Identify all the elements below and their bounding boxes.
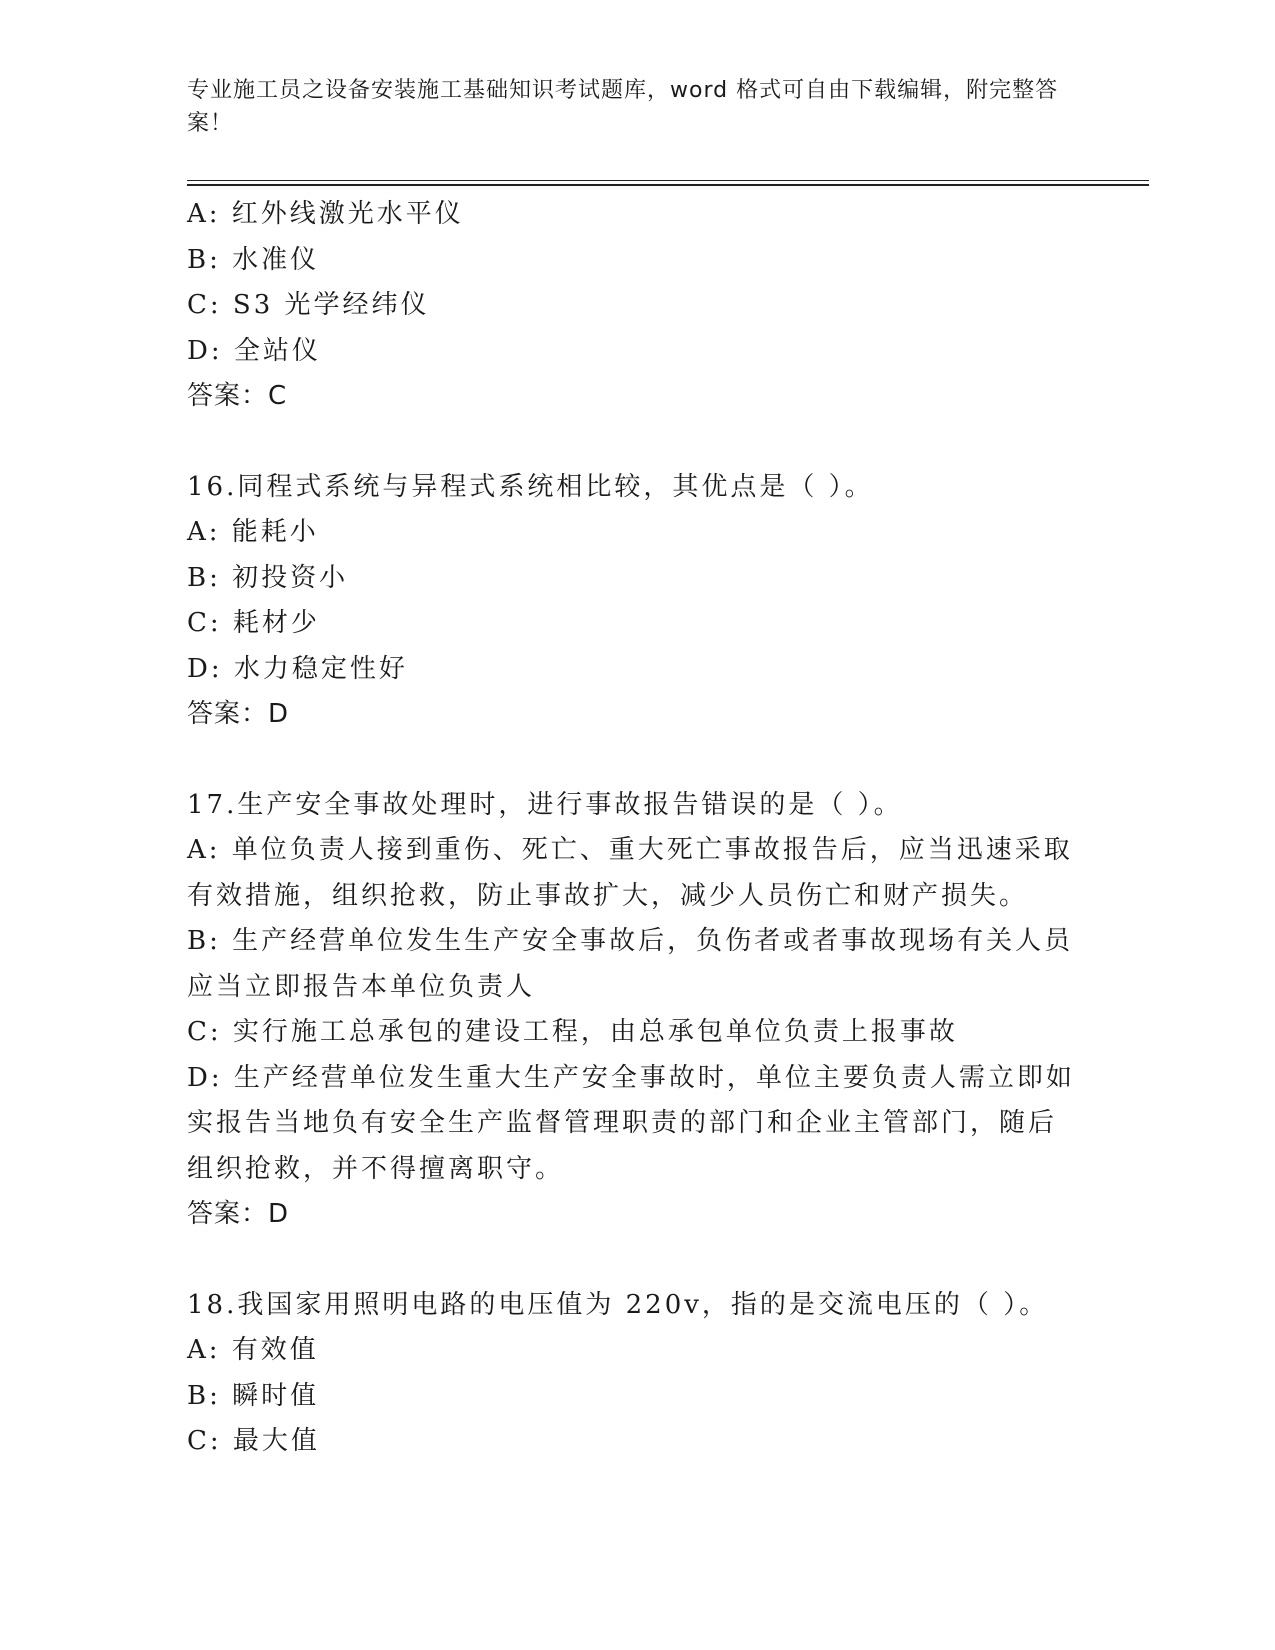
option-d-line-3: 组织抢救，并不得擅离职守。 xyxy=(187,1153,565,1184)
question-17 xyxy=(187,783,1087,1238)
option-b-line-2: 应当立即报告本单位负责人 xyxy=(187,971,536,1002)
question-stem: 17.生产安全事故处理时，进行事故报告错误的是（ ）。 xyxy=(187,789,903,820)
option-a: A: 红外线激光水平仪 xyxy=(187,199,464,229)
option-d-line-2: 实报告当地负有安全生产监督管理职责的部门和企业主管部门，随后 xyxy=(187,1108,1058,1138)
option-c: C: 最大值 xyxy=(187,1426,320,1456)
option-d-line-1: D: 生产经营单位发生重大生产安全事故时，单位主要负责人需立即如 xyxy=(187,1062,1075,1093)
question-stem: 18.我国家用照明电路的电压值为 220v，指的是交流电压的（ ）。 xyxy=(187,1289,1049,1320)
document-header: 专业施工员之设备安装施工基础知识考试题库，word 格式可自由下载编辑，附完整答案！ xyxy=(187,78,1059,136)
answer: 答案：D xyxy=(187,699,290,729)
option-b: B: 初投资小 xyxy=(187,562,349,593)
answer: 答案：C xyxy=(187,381,288,411)
option-a: A: 能耗小 xyxy=(187,517,319,547)
question-18 xyxy=(187,1283,1087,1465)
question-stem: 16.同程式系统与异程式系统相比较，其优点是（ ）。 xyxy=(187,471,874,502)
option-a-line-1: A: 单位负责人接到重伤、死亡、重大死亡事故报告后，应当迅速采取 xyxy=(187,835,1073,865)
option-d: D: 全站仪 xyxy=(187,335,321,366)
option-b-line-1: B: 生产经营单位发生生产安全事故后，负伤者或者事故现场有关人员 xyxy=(187,926,1074,956)
option-d: D: 水力稳定性好 xyxy=(187,653,408,684)
question-list xyxy=(187,192,1087,1465)
option-b: B: 瞬时值 xyxy=(187,1380,320,1411)
question-16 xyxy=(187,465,1087,738)
option-c-line-1: C: 实行施工总承包的建设工程，由总承包单位负责上报事故 xyxy=(187,1017,958,1047)
answer: 答案：D xyxy=(187,1199,290,1229)
option-c: C: 耗材少 xyxy=(187,608,320,638)
option-b: B: 水准仪 xyxy=(187,244,320,275)
header-rule xyxy=(187,180,1149,186)
question-15 xyxy=(187,192,1087,420)
option-c: C: S3 光学经纬仪 xyxy=(187,290,430,320)
option-a: A: 有效值 xyxy=(187,1335,319,1365)
option-a-line-2: 有效措施，组织抢救，防止事故扩大，减少人员伤亡和财产损失。 xyxy=(187,880,1029,911)
